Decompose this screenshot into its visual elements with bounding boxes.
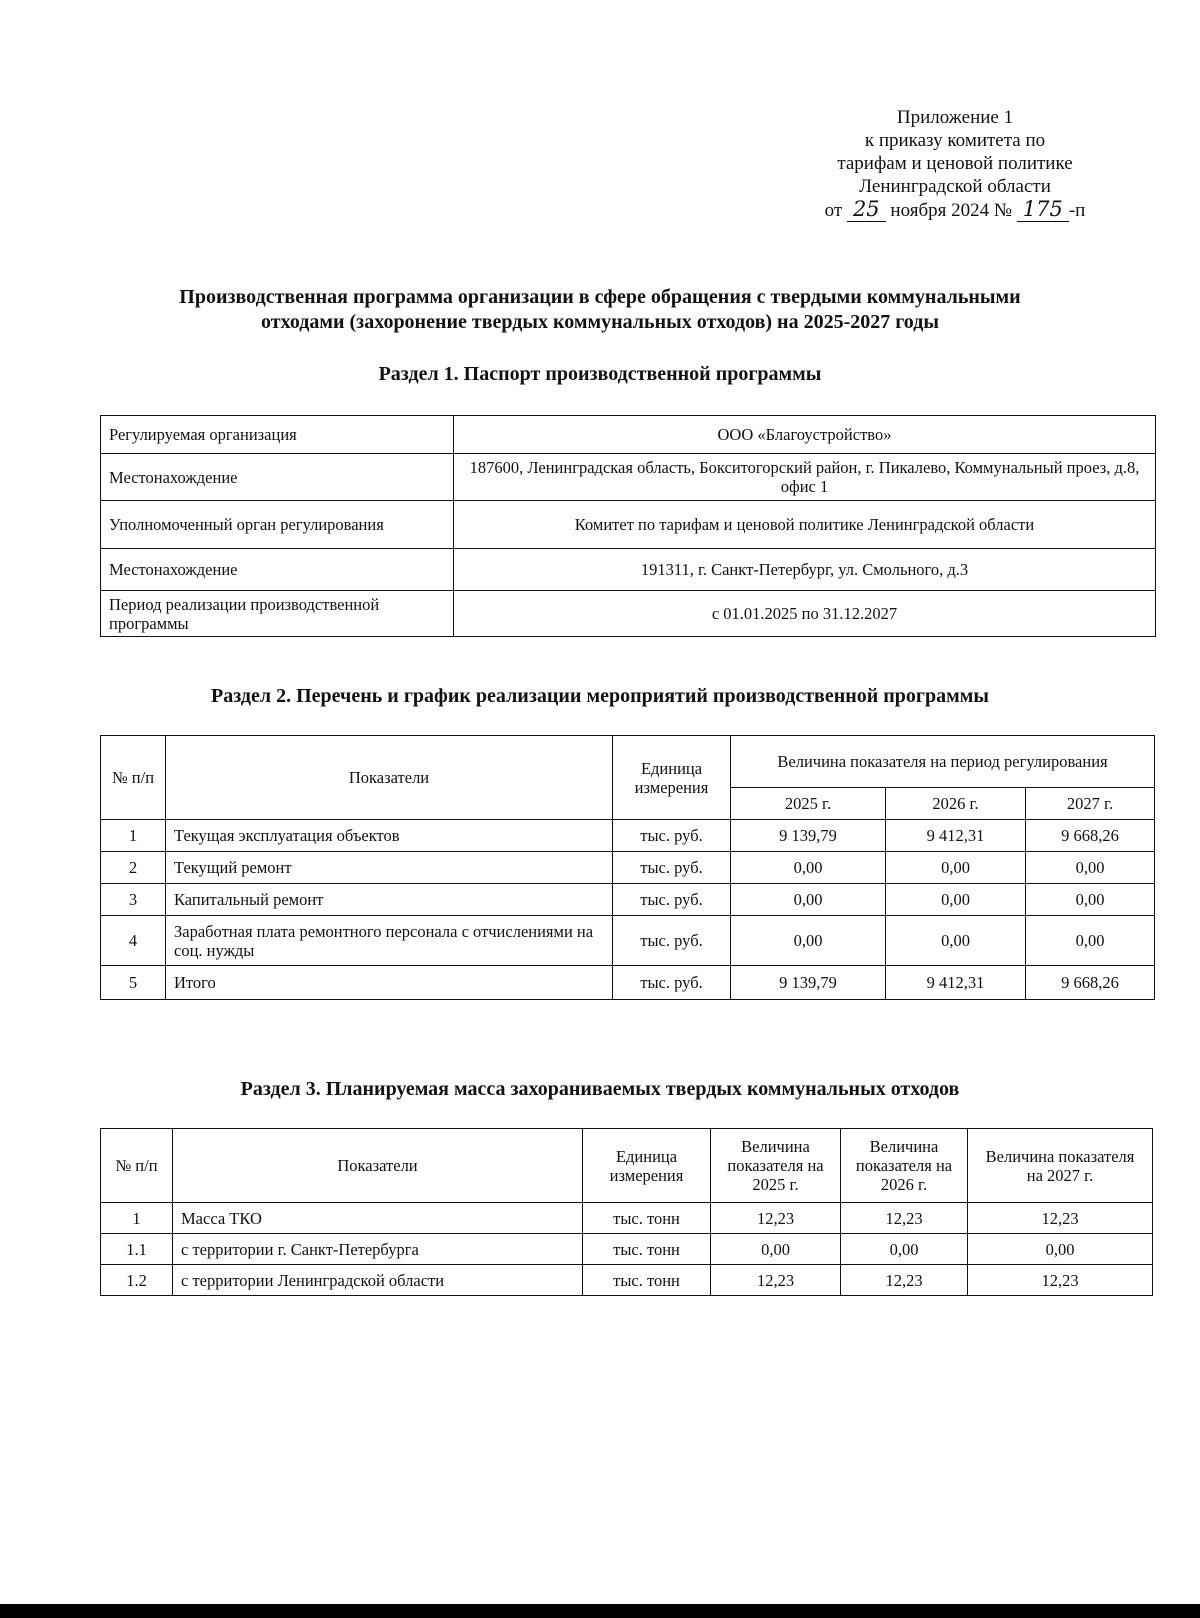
passport-table <box>100 415 1156 637</box>
value-2026: 0,00 <box>886 916 1026 966</box>
header-unit: Единица измерения <box>583 1129 711 1203</box>
header-num: № п/п <box>101 736 166 820</box>
value-2026: 9 412,31 <box>886 820 1026 852</box>
row-num: 1.2 <box>101 1265 173 1296</box>
row-label: Местонахождение <box>101 454 454 501</box>
row-name: Масса ТКО <box>173 1203 583 1234</box>
header-indicator: Показатели <box>173 1129 583 1203</box>
row-unit: тыс. тонн <box>583 1234 711 1265</box>
value-2026: 12,23 <box>841 1265 968 1296</box>
order-date-line <box>760 198 1150 222</box>
value-2026: 0,00 <box>841 1234 968 1265</box>
header-num: № п/п <box>101 1129 173 1203</box>
header-2027: Величина показателя на 2027 г. <box>968 1129 1153 1203</box>
table-row <box>101 1203 1153 1234</box>
header-2026: 2026 г. <box>886 788 1026 820</box>
table-row <box>101 549 1156 591</box>
row-name: Текущая эксплуатация объектов <box>166 820 613 852</box>
value-2025: 0,00 <box>711 1234 841 1265</box>
value-2025: 12,23 <box>711 1203 841 1234</box>
row-label: Местонахождение <box>101 549 454 591</box>
table-row <box>101 884 1155 916</box>
value-2026: 9 412,31 <box>886 966 1026 1000</box>
row-num: 1 <box>101 1203 173 1234</box>
value-2026: 0,00 <box>886 884 1026 916</box>
measures-table <box>100 735 1155 1000</box>
value-2026: 12,23 <box>841 1203 968 1234</box>
table-row <box>101 501 1156 549</box>
row-name: с территории г. Санкт-Петербурга <box>173 1234 583 1265</box>
table-row <box>101 1265 1153 1296</box>
row-unit: тыс. тонн <box>583 1265 711 1296</box>
row-value: 187600, Ленинградская область, Бокситогорский район, г. Пикалево, Коммунальный проез, д.8, офис 1 <box>454 454 1156 501</box>
row-label: Период реализации производственной программы <box>101 591 454 637</box>
row-num: 3 <box>101 884 166 916</box>
table-row <box>101 820 1155 852</box>
row-num: 1 <box>101 820 166 852</box>
row-unit: тыс. руб. <box>613 820 731 852</box>
appendix-line: Приложение 1 <box>896 107 1014 128</box>
row-unit: тыс. руб. <box>613 966 731 1000</box>
value-2026: 0,00 <box>886 852 1026 884</box>
row-value: с 01.01.2025 по 31.12.2027 <box>454 591 1156 637</box>
value-2027: 0,00 <box>1026 852 1155 884</box>
value-2025: 0,00 <box>731 884 886 916</box>
row-unit: тыс. руб. <box>613 852 731 884</box>
row-label: Регулируемая организация <box>101 416 454 454</box>
header-2027: 2027 г. <box>1026 788 1155 820</box>
date-prefix: от <box>824 200 843 221</box>
row-name: Итого <box>166 966 613 1000</box>
scan-edge <box>0 1604 1200 1618</box>
value-2025: 0,00 <box>731 852 886 884</box>
header-period: Величина показателя на период регулирования <box>731 736 1155 788</box>
row-num: 4 <box>101 916 166 966</box>
table-row <box>101 416 1156 454</box>
header-2025: 2025 г. <box>731 788 886 820</box>
row-name: с территории Ленинградской области <box>173 1265 583 1296</box>
handwritten-order-number: 175 <box>1017 198 1069 222</box>
row-unit: тыс. тонн <box>583 1203 711 1234</box>
row-label: Уполномоченный орган регулирования <box>101 501 454 549</box>
appendix-line: тарифам и ценовой политике <box>837 153 1073 174</box>
row-num: 1.1 <box>101 1234 173 1265</box>
section3-title: Раздел 3. Планируемая масса захораниваемых твердых коммунальных отходов <box>240 1078 960 1100</box>
value-2027: 0,00 <box>1026 884 1155 916</box>
value-2025: 12,23 <box>711 1265 841 1296</box>
handwritten-day: 25 <box>847 198 886 222</box>
row-unit: тыс. руб. <box>613 884 731 916</box>
row-num: 2 <box>101 852 166 884</box>
appendix-header <box>760 106 1150 222</box>
table-row <box>101 852 1155 884</box>
title-line: отходами (захоронение твердых коммунальных отходов) на 2025-2027 годы <box>261 311 939 333</box>
section2-title: Раздел 2. Перечень и график реализации мероприятий производственной программы <box>211 685 989 707</box>
row-name: Текущий ремонт <box>166 852 613 884</box>
value-2027: 12,23 <box>968 1265 1153 1296</box>
order-suffix: -п <box>1068 200 1086 221</box>
table-row <box>101 966 1155 1000</box>
value-2025: 0,00 <box>731 916 886 966</box>
value-2027: 9 668,26 <box>1026 820 1155 852</box>
section1-title: Раздел 1. Паспорт производственной программы <box>378 363 822 385</box>
table-row <box>101 1234 1153 1265</box>
table-row <box>101 454 1156 501</box>
value-2025: 9 139,79 <box>731 820 886 852</box>
value-2027: 0,00 <box>968 1234 1153 1265</box>
appendix-line: Ленинградской области <box>859 176 1051 197</box>
document-title <box>60 285 1140 335</box>
value-2027: 12,23 <box>968 1203 1153 1234</box>
row-unit: тыс. руб. <box>613 916 731 966</box>
table-row <box>101 591 1156 637</box>
row-num: 5 <box>101 966 166 1000</box>
row-value: Комитет по тарифам и ценовой политике Ленинградской области <box>454 501 1156 549</box>
header-indicator: Показатели <box>166 736 613 820</box>
header-2026: Величина показателя на 2026 г. <box>841 1129 968 1203</box>
appendix-line: к приказу комитета по <box>864 130 1046 151</box>
row-value: ООО «Благоустройство» <box>454 416 1156 454</box>
header-2025: Величина показателя на 2025 г. <box>711 1129 841 1203</box>
table-row <box>101 916 1155 966</box>
row-value: 191311, г. Санкт-Петербург, ул. Смольного, д.3 <box>454 549 1156 591</box>
value-2027: 0,00 <box>1026 916 1155 966</box>
value-2027: 9 668,26 <box>1026 966 1155 1000</box>
row-name: Заработная плата ремонтного персонала с отчислениями на соц. нужды <box>166 916 613 966</box>
header-unit: Единица измерения <box>613 736 731 820</box>
row-name: Капитальный ремонт <box>166 884 613 916</box>
title-line: Производственная программа организации в сфере обращения с твердыми коммунальными <box>179 286 1021 308</box>
value-2025: 9 139,79 <box>731 966 886 1000</box>
waste-mass-table <box>100 1128 1153 1296</box>
month-year: ноября 2024 № <box>890 200 1013 221</box>
